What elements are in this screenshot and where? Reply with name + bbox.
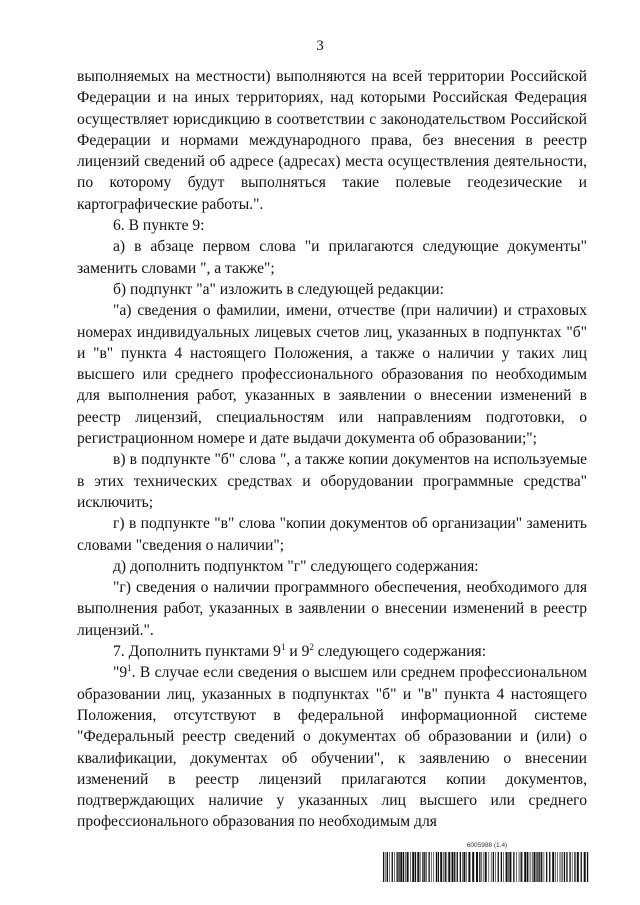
paragraph: д) дополнить подпунктом "г" следующего содержания: <box>113 557 479 575</box>
superscript: 2 <box>309 642 314 653</box>
paragraph: б) подпункт "а" изложить в следующей редакции: <box>113 280 444 298</box>
document-body <box>77 66 587 833</box>
superscript: 1 <box>127 663 132 674</box>
text-run: "9 <box>113 664 128 682</box>
page-number: 3 <box>316 38 324 54</box>
text-run: 7. Дополнить пунктами 9 <box>113 643 281 661</box>
paragraph: "г) сведения о наличии программного обеспечения, необходимого для выполнения работ, указанных в заявлении о внесении изменений в реестр лицензий.". <box>77 579 587 639</box>
barcode-block <box>383 842 591 882</box>
barcode-label: 6005988 (1.4) <box>466 842 508 849</box>
paragraph: выполняемых на местности) выполняются на всей территории Российской Федерации и на иных территориях, над которыми Российская Федерация осуществляет юрисдикцию в соответствии с законодательством Российской Федерации и нормами международного права, без внесения в реестр лицензий сведений об адресе (адресах) места осуществления деятельности, по которому будут выполняться такие полевые геодезические и картографические работы.". <box>77 68 587 213</box>
text-run: следующего содержания: <box>313 643 487 661</box>
paragraph: 6. В пункте 9: <box>113 217 205 235</box>
paragraph: "а) сведения о фамилии, имени, отчестве (при наличии) и страховых номерах индивидуальных лицевых счетов лиц, указанных в подпунктах "б" и "в" пункта 4 настоящего Положения, а также о наличии у таких лиц высшего или среднего профессионального образования по необходимым для выполнения работ, указанных в заявлении о внесении изменений в реестр лицензий, специальностям или направлениям подготовки, о регистрационном номере и дате выдачи документа об образовании;"; <box>77 302 587 448</box>
paragraph: г) в подпункте "в" слова "копии документов об организации" заменить словами "сведения о наличии"; <box>77 515 587 554</box>
paragraph: в) в подпункте "б" слова ", а также копии документов на используемые в этих технических средствах и оборудовании программные средства" исключить; <box>77 451 587 511</box>
paragraph-items-9-1-9-2 <box>77 641 587 662</box>
paragraph-item-9-1 <box>77 662 587 832</box>
text-run: . В случае если сведения о высшем или среднем профессиональном образовании лиц, указанных в подпунктах "б" и "в" пункта 4 настоящего Положения, отсутствуют в федеральной информационной системе "Федеральный реестр сведений о документах об образовании и (или) о квалификации, документах об обучении", к заявлению о внесении изменений в реестр лицензий прилагаются копии документов, подтверждающих наличие у указанных лиц высшего или среднего профессионального образования по необходимым для <box>77 664 587 831</box>
barcode-icon <box>383 852 591 882</box>
text-run: и 9 <box>285 643 310 661</box>
superscript: 1 <box>280 642 286 653</box>
paragraph: а) в абзаце первом слова "и прилагаются следующие документы" заменить словами ", а также"; <box>77 238 587 277</box>
